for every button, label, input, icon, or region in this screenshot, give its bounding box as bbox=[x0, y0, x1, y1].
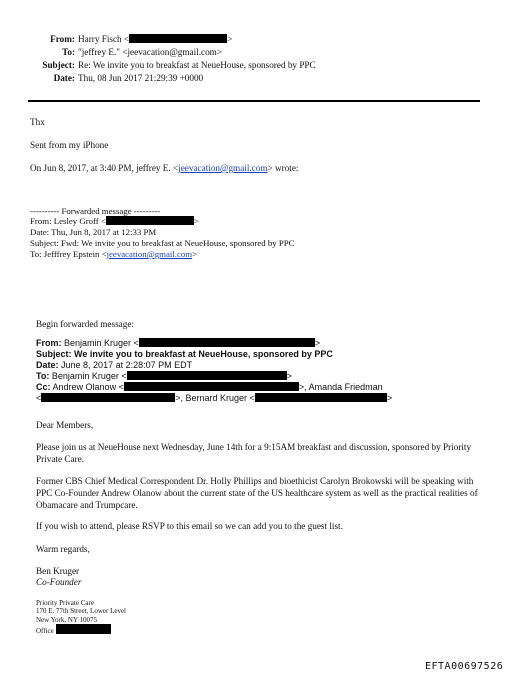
body-closing: Warm regards, bbox=[36, 544, 90, 554]
address-line-3: New York, NY 10075 bbox=[36, 616, 97, 624]
bf-cc-mid: >, Amanda Friedman bbox=[298, 382, 383, 392]
bf-subject-row bbox=[36, 349, 333, 360]
header-from-end: > bbox=[227, 34, 233, 44]
address-line-1: Priority Private Care bbox=[36, 599, 94, 607]
header-from-value: Harry Fisch < bbox=[78, 34, 130, 44]
header-subject-row bbox=[0, 59, 316, 71]
redaction-box bbox=[139, 338, 315, 347]
signature-name: Ben Kruger bbox=[36, 566, 80, 576]
redaction-box bbox=[41, 393, 175, 402]
address-line-4 bbox=[36, 624, 111, 635]
redaction-box bbox=[106, 216, 194, 225]
header-subject-value: Re: We invite you to breakfast at NeueHouse, sponsored by PPC bbox=[78, 60, 316, 70]
body-paragraph-3: If you wish to attend, please RSVP to this email so we can add you to the guest list. bbox=[36, 521, 343, 531]
quote-attribution-post: > wrote: bbox=[267, 163, 299, 173]
redaction-box bbox=[124, 382, 299, 391]
bf-gt: > bbox=[314, 338, 321, 348]
reply-text: Thx bbox=[30, 117, 45, 127]
forwarded-marker: ---------- Forwarded message --------- bbox=[30, 206, 161, 216]
redaction-box bbox=[255, 393, 387, 402]
bf-cc-label: Cc: bbox=[36, 382, 51, 392]
bf-from-label: From: bbox=[36, 338, 62, 348]
bf-gt: > bbox=[386, 393, 393, 403]
bf-subject-value: We invite you to breakfast at NeueHouse, sponsored by PPC bbox=[74, 349, 333, 359]
bf-date-label: Date: bbox=[36, 360, 59, 370]
bf-to-row bbox=[36, 371, 292, 382]
header-divider bbox=[28, 100, 480, 102]
bf-to-label: To: bbox=[36, 371, 50, 381]
bf-date-row bbox=[36, 360, 192, 371]
forwarded-date: Date: Thu, Jun 8, 2017 at 12:33 PM bbox=[30, 227, 157, 237]
reply-signature: Sent from my iPhone bbox=[30, 140, 109, 150]
header-to-row bbox=[0, 46, 222, 58]
bf-date-value: June 8, 2017 at 2:28:07 PM EDT bbox=[61, 360, 193, 370]
redaction-box bbox=[127, 371, 287, 380]
redaction-box bbox=[56, 624, 111, 634]
redaction-box bbox=[129, 34, 227, 43]
bf-lt: < bbox=[36, 393, 42, 403]
bates-number: EFTA00697526 bbox=[425, 661, 504, 672]
header-from-row bbox=[0, 33, 232, 45]
bf-gt: > bbox=[286, 371, 292, 381]
forwarded-from bbox=[30, 216, 199, 226]
bf-cc-value: Andrew Olanow < bbox=[52, 382, 124, 392]
forwarded-subject: Subject: Fwd: We invite you to breakfast at NeueHouse, sponsored by PPC bbox=[30, 238, 295, 248]
bf-from-value: Benjamin Kruger < bbox=[64, 338, 139, 348]
body-paragraph-2: Former CBS Chief Medical Correspondent Dr. Holly Phillips and bioethicist Carolyn Brokowski will be speaking with PPC Co-Founder Andrew Olanow about the current state of the US healthcare system as well as the practical realities of Obamacare and Trumpcare. bbox=[36, 476, 478, 510]
address-office-label: Office bbox=[36, 627, 54, 635]
forwarded-from-end: > bbox=[193, 216, 199, 226]
bf-cc2-mid: >, Bernard Kruger < bbox=[175, 393, 255, 403]
forwarded-to-post: > bbox=[192, 249, 198, 259]
header-to-label: To: bbox=[62, 47, 75, 57]
forwarded-from-text: From: Lesley Groff < bbox=[30, 216, 106, 226]
header-from-label: From: bbox=[50, 34, 75, 44]
quote-email-link[interactable]: jeevacation@gmail.com bbox=[178, 163, 268, 173]
body-paragraph-1: Please join us at NeueHouse next Wednesday, June 14th for a 9:15AM breakfast and discussion, sponsored by Priority Private Care. bbox=[36, 442, 472, 464]
header-date-value: Thu, 08 Jun 2017 21:29:39 +0000 bbox=[78, 73, 204, 83]
quote-attribution-pre: On Jun 8, 2017, at 3:40 PM, jeffrey E. < bbox=[30, 163, 179, 173]
header-date-row bbox=[0, 72, 203, 84]
bf-to-value: Benjamin Kruger < bbox=[51, 371, 127, 381]
forwarded-to-pre: To: Jefffrey Epstein < bbox=[30, 249, 107, 259]
forwarded-to bbox=[30, 249, 197, 259]
bf-cc-continued-row bbox=[36, 393, 392, 404]
address-line-2: 170 E. 77th Street, Lower Level bbox=[36, 607, 127, 615]
bf-cc-row bbox=[36, 382, 383, 393]
header-subject-label: Subject: bbox=[42, 60, 75, 70]
begin-forwarded-label: Begin forwarded message: bbox=[36, 319, 134, 329]
signature-title: Co-Founder bbox=[36, 577, 82, 587]
bf-from-row bbox=[36, 338, 320, 349]
header-to-value: "jeffrey E." <jeevacation@gmail.com> bbox=[78, 47, 223, 57]
body-greeting: Dear Members, bbox=[36, 420, 94, 430]
forwarded-email-link[interactable]: jeevacation@gmail.com bbox=[106, 249, 193, 259]
bf-subject-label: Subject: bbox=[36, 349, 72, 359]
header-date-label: Date: bbox=[53, 73, 75, 83]
quote-attribution bbox=[30, 162, 298, 174]
